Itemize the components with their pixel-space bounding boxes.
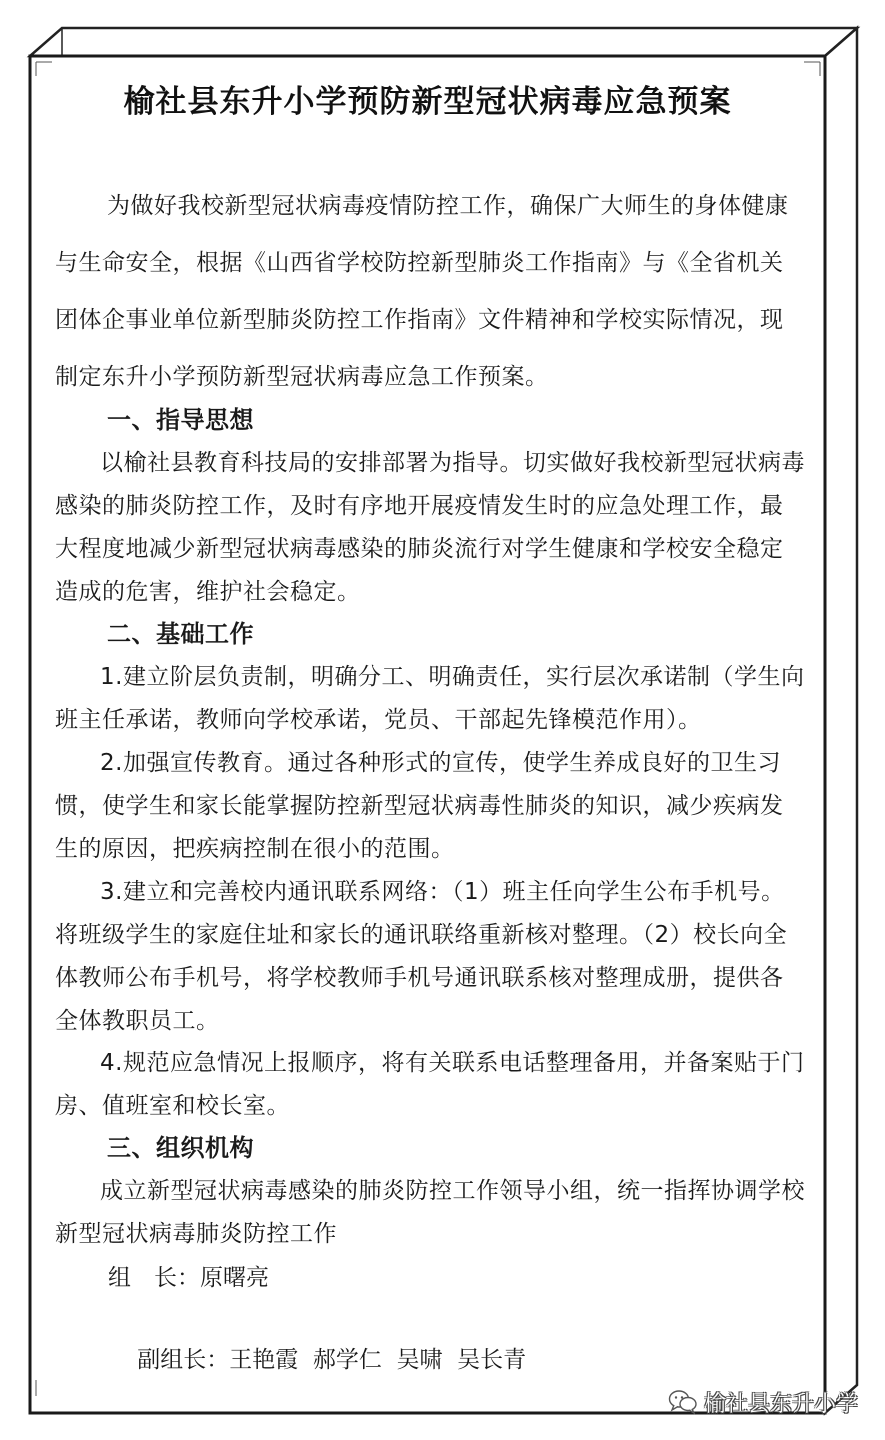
section2-heading: 二、基础工作 — [107, 620, 254, 648]
deputy-names: 王艳霞 郝学仁 吴啸 吴长青 — [229, 1347, 527, 1373]
document-title: 榆社县东升小学预防新型冠状病毒应急预案 — [123, 84, 732, 120]
leader-row — [108, 1258, 269, 1298]
leader-label: 组 长： — [108, 1265, 200, 1291]
wechat-watermark — [668, 1384, 858, 1420]
section2-item-4: 4.规范应急情况上报顺序，将有关联系电话整理备用，并备案贴于门房、值班室和校长室。 — [55, 1050, 805, 1119]
section3-heading: 三、组织机构 — [107, 1134, 254, 1162]
intro-paragraph: 为做好我校新型冠状病毒疫情防控工作，确保广大师生的身体健康与生命安全，根据《山西省学校防控新型肺炎工作指南》与《全省机关团体企事业单位新型肺炎防控工作指南》文件精神和学校实际情况，现制定东升小学预防新型冠状病毒应急工作预案。 — [55, 193, 789, 390]
section1-heading: 一、指导思想 — [107, 406, 254, 434]
deputy-row — [108, 1300, 526, 1420]
section3-text: 成立新型冠状病毒感染的肺炎防控工作领导小组，统一指挥协调学校新型冠状病毒肺炎防控工作 — [55, 1178, 805, 1247]
deputy-label: 副组长： — [137, 1347, 230, 1373]
leader-name: 原曙亮 — [200, 1265, 269, 1291]
watermark-text: 榆社县东升小学 — [704, 1391, 859, 1417]
section2-item-1: 1.建立阶层负责制，明确分工、明确责任，实行层次承诺制（学生向班主任承诺，教师向学校承诺，党员、干部起先锋模范作用）。 — [55, 664, 805, 733]
document-page — [30, 56, 825, 1413]
wechat-icon — [668, 1389, 698, 1415]
section2-item-2: 2.加强宣传教育。通过各种形式的宣传，使学生养成良好的卫生习惯，使学生和家长能掌握防控新型冠状病毒性肺炎的知识，减少疾病发生的原因，把疾病控制在很小的范围。 — [55, 750, 784, 862]
section1-text: 以榆社县教育科技局的安排部署为指导。切实做好我校新型冠状病毒感染的肺炎防控工作，及时有序地开展疫情发生时的应急处理工作，最大程度地减少新型冠状病毒感染的肺炎流行对学生健康和学校安全稳定造成的危害，维护社会稳定。 — [55, 450, 805, 605]
section2-item-3: 3.建立和完善校内通讯联系网络：（1）班主任向学生公布手机号。将班级学生的家庭住址和家长的通讯联络重新核对整理。（2）校长向全体教师公布手机号，将学校教师手机号通讯联系核对整理成册，提供各全体教职员工。 — [55, 879, 788, 1034]
